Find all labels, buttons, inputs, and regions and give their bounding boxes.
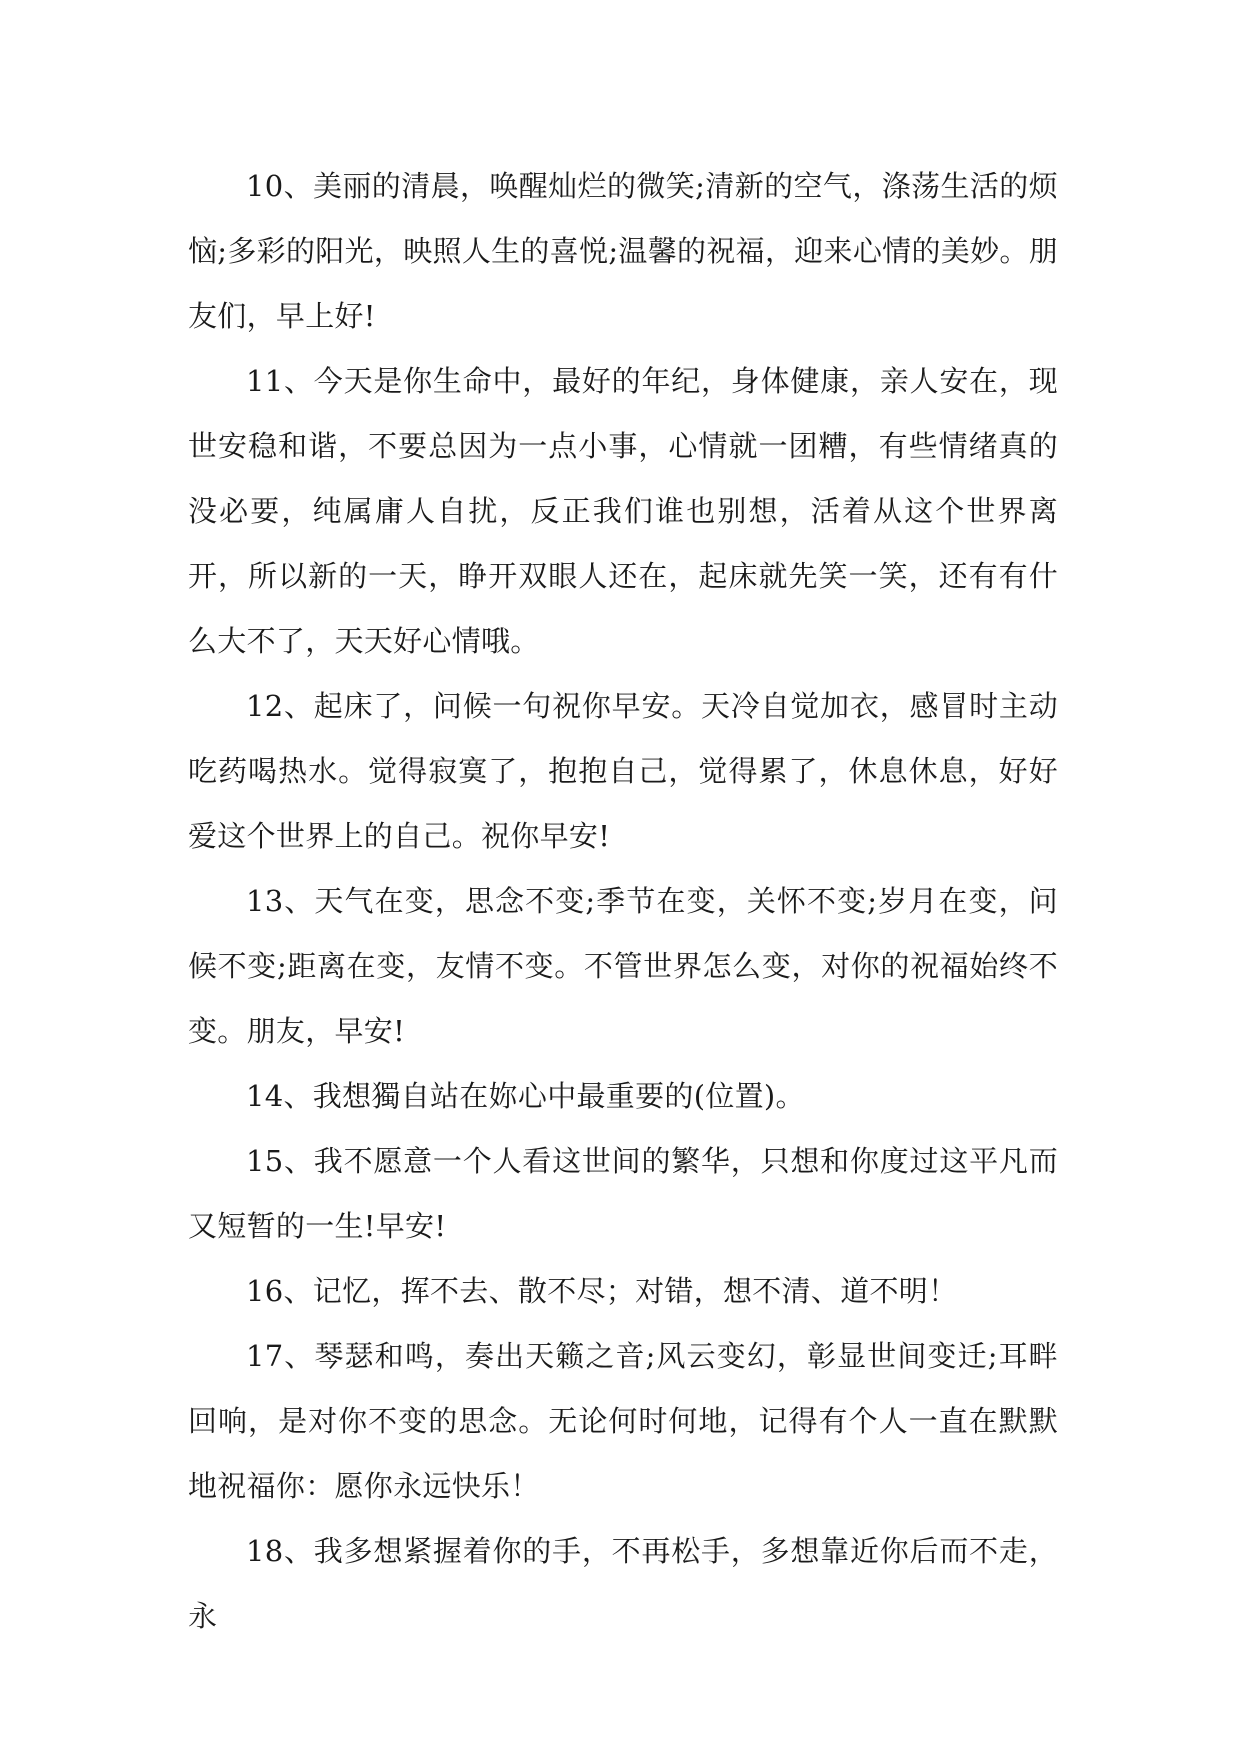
paragraph-11: 11、今天是你生命中，最好的年纪，身体健康，亲人安在，现世安稳和谐，不要总因为一点小事，心情就一团糟，有些情绪真的没必要，纯属庸人自扰，反正我们谁也别想，活着从这个世界离开，所以新的一天，睁开双眼人还在，起床就先笑一笑，还有有什么大不了，天天好心情哦。: [188, 364, 1058, 658]
document-body: [188, 154, 1058, 1649]
paragraph-17: 17、琴瑟和鸣，奏出天籁之音;风云变幻，彰显世间变迁;耳畔回响，是对你不变的思念。无论何时何地，记得有个人一直在默默地祝福你：愿你永远快乐！: [188, 1339, 1058, 1503]
paragraph-16: 16、记忆，挥不去、散不尽；对错，想不清、道不明！: [246, 1274, 958, 1308]
paragraph-14: 14、我想獨自站在妳心中最重要的(位置)。: [246, 1079, 805, 1113]
paragraph-13: 13、天气在变，思念不变;季节在变，关怀不变;岁月在变，问候不变;距离在变，友情不变。不管世界怎么变，对你的祝福始终不变。朋友，早安!: [188, 884, 1058, 1048]
paragraph-15: 15、我不愿意一个人看这世间的繁华，只想和你度过这平凡而又短暂的一生!早安!: [188, 1144, 1058, 1243]
paragraph-12: 12、起床了，问候一句祝你早安。天冷自觉加衣，感冒时主动吃药喝热水。觉得寂寞了，抱抱自己，觉得累了，休息休息，好好爱这个世界上的自己。祝你早安!: [188, 689, 1058, 853]
paragraph-18: 18、我多想紧握着你的手，不再松手，多想靠近你后而不走，永: [188, 1534, 1058, 1633]
paragraph-10: 10、美丽的清晨，唤醒灿烂的微笑;清新的空气，涤荡生活的烦恼;多彩的阳光，映照人生的喜悦;温馨的祝福，迎来心情的美妙。朋友们，早上好!: [188, 169, 1058, 333]
